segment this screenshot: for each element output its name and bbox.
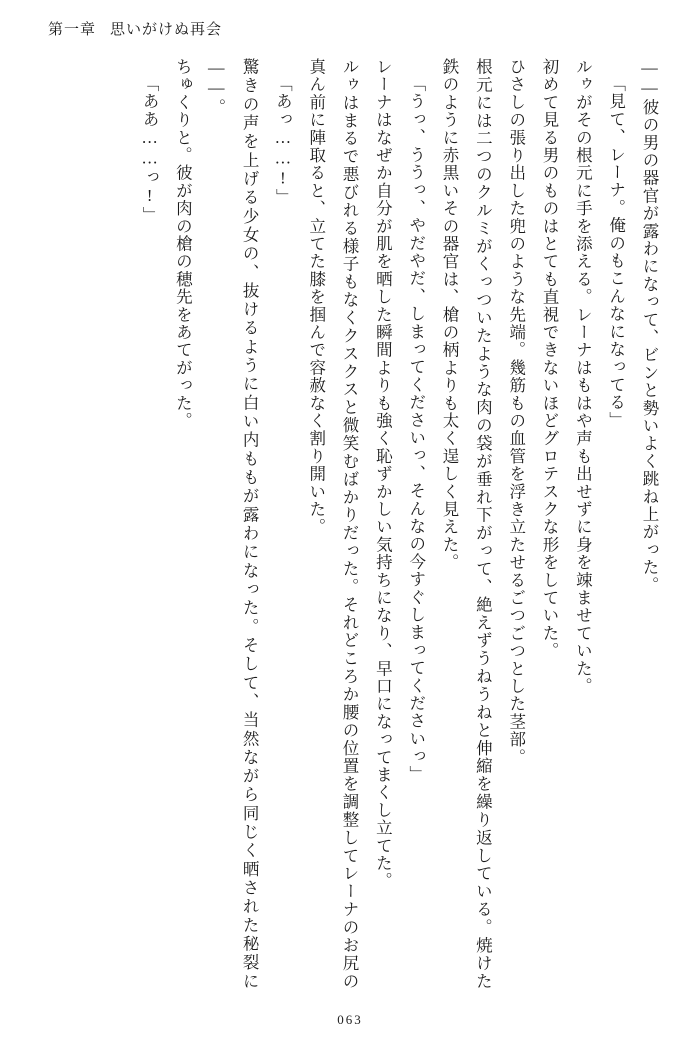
paragraph: 「うっ、ううっ、やだやだ、しまってくださいっ、そんなの今すぐしまってくださいっ」	[406, 74, 426, 783]
paragraph: ひさしの張り出した兜のような先端。幾筋もの血管を浮き立たせるごつごつとした茎部。	[506, 58, 526, 766]
chapter-number: 第一章	[48, 22, 97, 38]
paragraph: ルゥはまるで悪びれる様子もなくクスクスと微笑むばかりだった。それどころか腰の位置を調整してレーナのお尻の真ん前に陣取ると、立てた膝を掴んで容赦なく割り開いた。	[306, 58, 360, 990]
paragraph: 初めて見る男のものはとても直視できないほどグロテスクな形をしていた。	[540, 58, 560, 660]
paragraph: ルゥがその根元に手を添える。レーナはもはや声も出せずに身を竦ませていた。	[573, 58, 593, 696]
paragraph: レーナはなぜか自分が肌を晒した瞬間よりも強く恥ずかしい気持ちになり、早口になってまくし立てた。	[373, 58, 393, 890]
page-number: 063	[337, 1012, 363, 1027]
paragraph: ちゅくりと。彼が肉の槍の穂先をあてがった。	[173, 58, 193, 430]
paragraph: 「ああ……っ!」	[140, 74, 160, 224]
paragraph: 驚きの声を上げる少女の、抜けるように白い内ももが露わになった。そして、当然ながら同じく晒された秘裂に――。	[206, 58, 260, 990]
paragraph: 根元には二つのクルミがくっついたような肉の袋が垂れ下がって、絶えずうねうねと伸縮を繰り返している。焼けた鉄のように赤黒いその器官は、槍の柄よりも太く逞しく見えた。	[440, 58, 493, 990]
paragraph: ――彼の男の器官が露わになって、ビンと勢いよく跳ね上がった。	[640, 58, 659, 594]
paragraph: 「見て、レーナ。俺のもこんなになってる」	[606, 74, 626, 429]
chapter-title: 思いがけぬ再会	[110, 22, 223, 38]
running-header	[48, 18, 222, 39]
body-text	[48, 58, 666, 990]
paragraph: 「あっ……!」	[273, 74, 293, 206]
